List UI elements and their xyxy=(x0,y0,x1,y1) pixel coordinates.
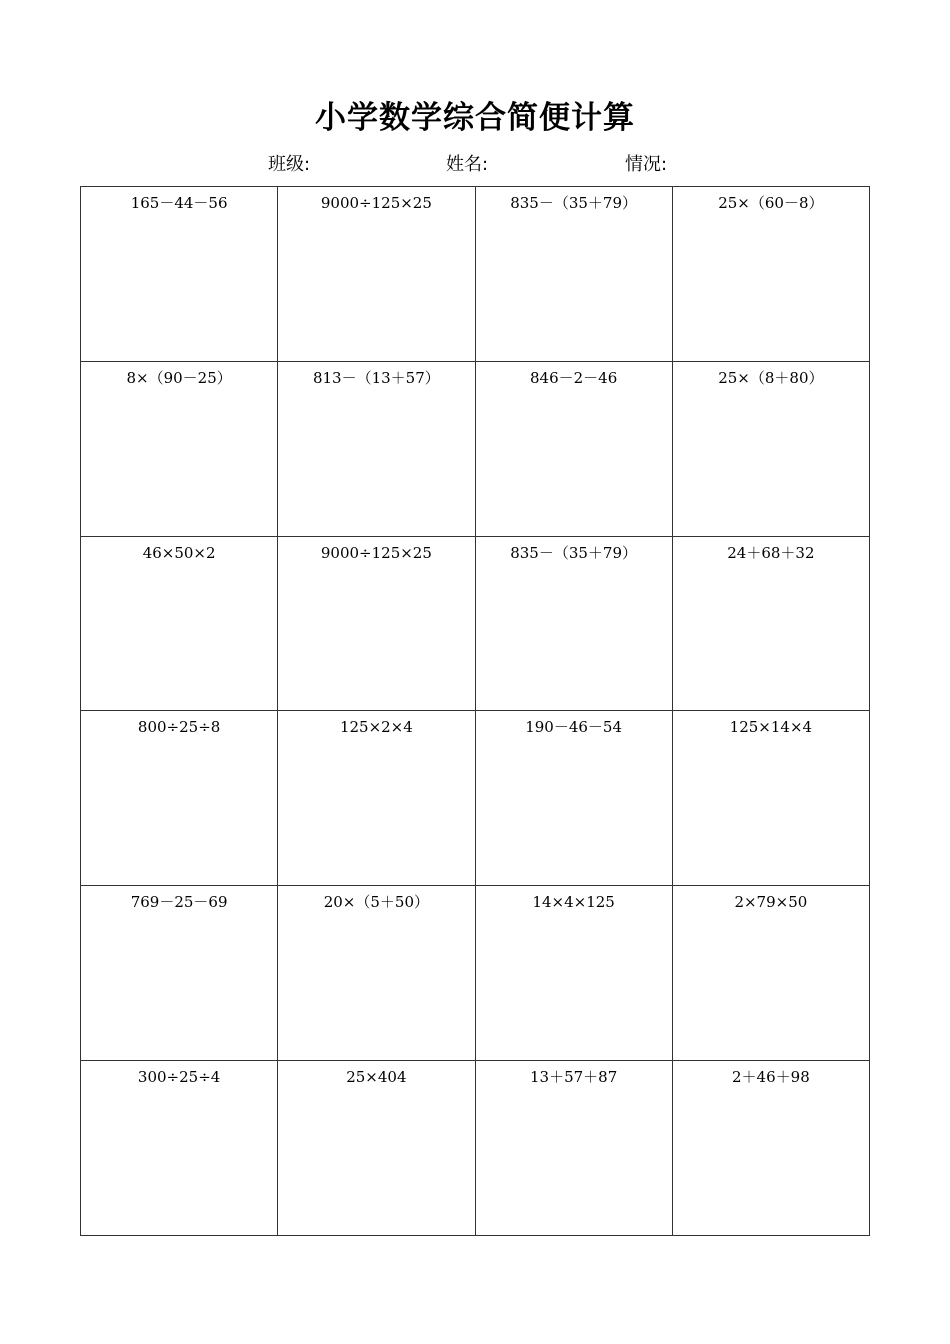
class-label: 班级: xyxy=(268,154,311,175)
problem-cell[interactable] xyxy=(476,537,673,712)
problem-expression: 25×404 xyxy=(346,1068,407,1087)
name-label: 姓名: xyxy=(446,154,489,175)
problem-cell[interactable] xyxy=(673,187,870,362)
problem-cell[interactable] xyxy=(278,187,475,362)
problem-expression: 8×（90－25） xyxy=(126,368,232,387)
problem-cell[interactable] xyxy=(278,1061,475,1236)
problem-cell[interactable] xyxy=(476,711,673,886)
problem-cell[interactable] xyxy=(673,711,870,886)
problem-cell[interactable] xyxy=(81,711,278,886)
problem-cell[interactable] xyxy=(278,362,475,537)
problem-expression: 25×（8＋80） xyxy=(718,368,824,387)
problem-expression: 14×4×125 xyxy=(532,893,615,912)
problem-expression: 835－（35＋79） xyxy=(510,194,638,212)
problem-cell[interactable] xyxy=(476,362,673,537)
problem-expression: 9000÷125×25 xyxy=(320,194,432,212)
problem-cell[interactable] xyxy=(673,362,870,537)
problem-expression: 2＋46＋98 xyxy=(732,1068,810,1087)
problem-expression: 20×（5＋50） xyxy=(323,893,430,912)
problem-expression: 846－2－46 xyxy=(529,368,618,387)
problem-cell[interactable] xyxy=(476,886,673,1061)
problem-expression: 190－46－54 xyxy=(525,718,623,737)
problem-expression: 300÷25÷4 xyxy=(137,1068,221,1087)
problem-expression: 769－25－69 xyxy=(130,893,228,912)
problem-cell[interactable] xyxy=(81,187,278,362)
problem-grid xyxy=(80,186,870,1236)
problem-cell[interactable] xyxy=(81,1061,278,1236)
problem-cell[interactable] xyxy=(278,537,475,712)
problem-expression: 25×（60－8） xyxy=(718,194,824,212)
problem-expression: 125×2×4 xyxy=(339,718,413,737)
problem-cell[interactable] xyxy=(673,1061,870,1236)
problem-cell[interactable] xyxy=(81,886,278,1061)
problem-expression: 24＋68＋32 xyxy=(727,543,815,562)
problem-cell[interactable] xyxy=(673,537,870,712)
problem-expression: 125×14×4 xyxy=(729,718,813,737)
page-title: 小学数学综合简便计算 xyxy=(315,100,635,136)
problem-expression: 165－44－56 xyxy=(130,194,228,212)
problem-cell[interactable] xyxy=(476,187,673,362)
problem-expression: 800÷25÷8 xyxy=(137,718,221,737)
problem-expression: 2×79×50 xyxy=(734,893,808,912)
problem-expression: 13＋57＋87 xyxy=(529,1068,618,1087)
problem-cell[interactable] xyxy=(673,886,870,1061)
problem-expression: 813－（13＋57） xyxy=(312,368,440,387)
problem-cell[interactable] xyxy=(81,362,278,537)
problem-cell[interactable] xyxy=(81,537,278,712)
problem-cell[interactable] xyxy=(278,711,475,886)
status-label: 情况: xyxy=(625,154,668,175)
problem-cell[interactable] xyxy=(278,886,475,1061)
problem-expression: 835－（35＋79） xyxy=(510,543,638,562)
problem-expression: 9000÷125×25 xyxy=(320,543,432,562)
problem-expression: 46×50×2 xyxy=(142,543,216,562)
problem-cell[interactable] xyxy=(476,1061,673,1236)
